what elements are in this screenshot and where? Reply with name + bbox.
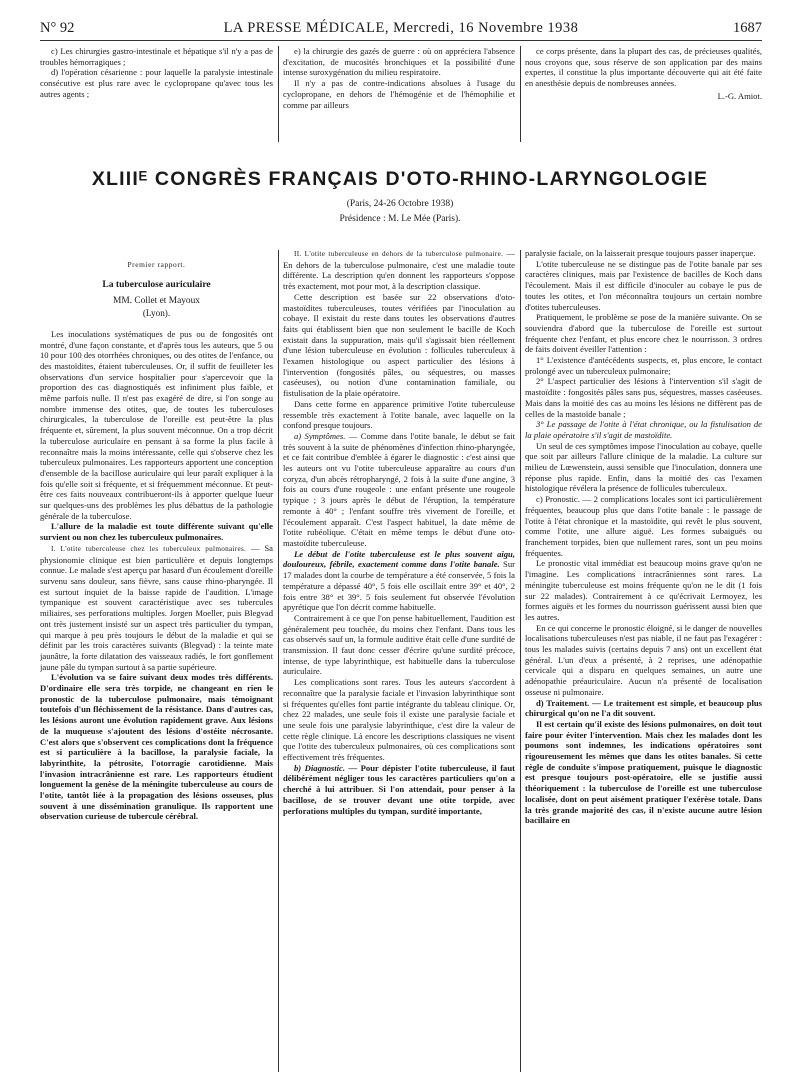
- congress-place-date: (Paris, 24-26 Octobre 1938): [346, 199, 454, 209]
- paragraph: 3° Le passage de l'otite à l'état chronique, ou la fistulisation de la plaie opératoire s'il s'agit de mastoïdite.: [525, 419, 762, 440]
- paragraph: ce corps présente, dans la plupart des cas, de précieuses qualités, nous croyons que, sous réserve de son application par des mains expertes, il constitue la plus importante découverte qui ait été faite en anesthésie depuis de nombreuses années.: [525, 46, 762, 89]
- signature: L.-G. Amiot.: [717, 90, 762, 101]
- paragraph: Le début de l'otite tuberculeuse est le plus souvent aigu, douloureux, fébrile, exactement comme dans l'otite banale. Sur 17 malades dont la courbe de température a été conservée, 5 fois la température a dépassé 40°, 5 fois elle oscillait entre 39° et 40°, 2 fois entre 38° et 39°. 5 fois seulement fut observée l'évolution apyrétique que l'on décrit comme habituelle.: [283, 548, 515, 613]
- section-heading: II. L'otite tuberculeuse en dehors de la tuberculose pulmonaire.: [294, 250, 504, 258]
- report-city: (Lyon).: [142, 308, 171, 319]
- paragraph: c) Pronostic. — 2 complications locales sont ici particulièrement fréquentes, beaucoup plus que dans l'otite banale : le passage de l'otite à l'état chronique et la mastoïdite, qui revêt le plus souvent, comme l'otite, une allure aiguë. Les formes subaiguës ou franchement torpides, bien que nullement rares, sont un peu moins fréquentes.: [525, 494, 762, 558]
- paragraph: 1° L'existence d'antécédents suspects, et, plus encore, le contact prolongé avec un tuberculeux pulmonaire;: [525, 355, 762, 376]
- report-authors: MM. Collet et Mayoux: [113, 296, 200, 307]
- paragraph: d) Traitement. — Le traitement est simple, et beaucoup plus chirurgical qu'on ne l'a dit souvent.: [525, 697, 762, 719]
- paragraph: I. L'otite tuberculeuse chez les tuberculeux pulmonaires. — Sa physionomie clinique est bien particulière et depuis longtemps connue. Le malade s'est aperçu par hasard d'un écoulement d'oreille survenu sans douleur, sans fièvre, sans cause rhino-pharyngée. Il est surtout inquiet de la baisse rapide de l'audition. L'image tympanique est souvent caractéristique avec ses tubercules miliaires, ses perforations multiples. Jorgen Moeller, puis Blegvad ont très justement insisté sur un aspect très particulier du tympan, qui marque à peu près toujours le début de la maladie et qui se définit par les trois caractères suivants (Blegvad) : la teinte mate jaunâtre, la forte dilatation des vaisseaux radiés, le fort gonflement jaune pâle du tympan surtout à sa partie supérieure.: [40, 542, 273, 672]
- page-number: 1687: [733, 20, 762, 36]
- paragraph: Un seul de ces symptômes impose l'inoculation au cobaye, quelle que soit par ailleurs l'allure clinique de la maladie. La culture sur milieu de Lœwenstein, aussi sensible que l'inoculation, donnera une réponse plus rapide. Enfin, dans la moitié des cas l'examen histologique révélera la présence de follicules tuberculeux.: [525, 440, 762, 494]
- subsection-heading: a) Symptômes.: [294, 430, 346, 441]
- issue-number: N° 92: [40, 20, 75, 36]
- column-rule: [520, 250, 521, 1072]
- column-rule: [520, 46, 521, 142]
- emphasis: Le début de l'otite tuberculeuse est le plus souvent aigu, douloureux, fébrile, exactement comme dans l'otite banale.: [283, 548, 515, 570]
- column-rule: [278, 46, 279, 142]
- paragraph: 2° L'aspect particulier des lésions à l'intervention s'il s'agit de mastoïdite : fongosités pâles sans pus, séquestres, masses caséeuses. Mais dans la moitié des cas au moins les lésions ne diffèrent pas de celles de la mastoïde banale ;: [525, 376, 762, 419]
- body-column-1: [40, 260, 273, 1072]
- body-column-3: [525, 248, 762, 1074]
- header-rule: [40, 40, 762, 41]
- subsection-heading: b) Diagnostic.: [294, 762, 346, 773]
- journal-title-date: LA PRESSE MÉDICALE, Mercredi, 16 Novembre 1938: [223, 20, 579, 36]
- paragraph: II. L'otite tuberculeuse en dehors de la tuberculose pulmonaire. — En dehors de la tuberculose pulmonaire, c'est une maladie toute différente. La description qu'en donnent les rapporteurs s'oppose très exactement, mot pour mot, à la description classique.: [283, 248, 515, 292]
- paragraph: Dans cette forme en apparence primitive l'otite tuberculeuse ressemble très exactement à l'otite banale, avec laquelle on la confond presque toujours.: [283, 398, 515, 431]
- paragraph: d) l'opération césarienne : pour laquelle la paralysie intestinale consécutive est plus rare avec le cyclopropane qu'avec tous les autres agents ;: [40, 67, 273, 99]
- paragraph: Les inoculations systématiques de pus ou de fongosités ont montré, d'une façon constante, et d'après tous les auteurs, que 5 ou 10 pour 100 des otorrhées chroniques, ou des otites de l'enfance, ou des mastoïdites, étaient tuberculeuses. Or, il suffit de feuilleter les observations d'un service hospitalier pour s'apercevoir que la proportion des cas diagnostiqués est infiniment plus faible, et même parfois nulle. Il n'est pas exagéré de dire, si l'on songe au nombre immense des otites, que, de toutes les tuberculoses chirurgicales, la tuberculose de l'oreille est peut-être la plus fréquente et, sûrement, la plus souvent méconnue. On a trop décrit la tuberculose auriculaire en pensant à sa forme la plus facile à reconnaître mais la moins intéressante, celle qui s'observe chez les tuberculeux pulmonaires. Les rapporteurs apportent une conception d'ensemble de la bacillose auriculaire qui leur paraît expliquer à la fois qu'elle soit si fréquente, et si fréquemment méconnue. Et peut-être ces faits nouveaux contribueront-ils à apporter quelque lueur sur quelques-uns des problèmes les plus débattus de la pathologie générale de la tuberculose.: [40, 328, 273, 521]
- paragraph: Il est certain qu'il existe des lésions pulmonaires, on doit tout faire pour éviter l'intervention. Mais chez les malades dont les poumons sont indemnes, les indications opératoires sont rigoureusement les mêmes que dans les otites banales. Si cette règle de conduite s'impose pratiquement, puisque le diagnostic est presque toujours post-opératoire, elle se justifie aussi théoriquement : la tuberculose de l'oreille est une tuberculose localisée, dont on peut aisément pratiquer l'exérèse totale. Dans la très grande majorité des cas, il n'existe aucune autre lésion bacillaire en: [525, 718, 762, 826]
- paragraph: Le pronostic vital immédiat est beaucoup moins grave qu'on ne l'imagine. Les complications intracrâniennes sont rares. La méningite tuberculeuse est moins fréquente qu'on ne le dit (1 fois sur 22 malades). Contrairement à ce qu'écrivait Lermoyez, les formes aiguës et les formes du nourrisson guérissent aussi bien que les autres.: [525, 558, 762, 622]
- paragraph: c) Les chirurgies gastro-intestinale et hépatique s'il n'y a pas de troubles hémorragiques ;: [40, 46, 273, 67]
- top-column-3: [525, 46, 762, 142]
- top-column-1: [40, 46, 273, 142]
- section-heading: I. L'otite tuberculeuse chez les tuberculeux pulmonaires.: [51, 544, 247, 553]
- congress-title: XLIIIᴱ CONGRÈS FRANÇAIS D'OTO-RHINO-LARYNGOLOGIE: [91, 168, 709, 190]
- paragraph: Les complications sont rares. Tous les auteurs s'accordent à reconnaître que la paralysie faciale et l'invasion labyrinthique sont si fréquentes qu'elles font partie intégrante du tableau clinique. Or, chez 22 malades, une seule fois il existe une paralysie faciale et une seule fois une paralysie labyrinthique, c'est dire la valeur de cette règle clinique. Là encore les descriptions classiques ne visent que l'otite des tuberculeux pulmonaires, où ces complications sont effectivement très fréquentes.: [283, 677, 515, 763]
- column-rule: [278, 250, 279, 1072]
- paragraph: L'otite tuberculeuse ne se distingue pas de l'otite banale par ses caractères cliniques, mais par l'existence de bacilles de Koch dans l'écoulement. Mais il est difficile d'inoculer au cobaye le pus de toutes les otites, et l'on méconnaîtra toujours un certain nombre d'otites tuberculeuses.: [525, 258, 762, 312]
- report-title: La tuberculose auriculaire: [102, 278, 211, 290]
- top-column-2: [283, 46, 515, 142]
- paragraph: Pratiquement, le problème se pose de la manière suivante. On se souviendra d'abord que la tuberculose de l'oreille est surtout fréquente chez l'enfant, et plus encore chez le nourrisson. 3 ordres de faits doivent éveiller l'attention :: [525, 312, 762, 355]
- paragraph: Il n'y a pas de contre-indications absolues à l'usage du cyclopropane, en dehors de l'hémogénie et de l'hémophilie et comme par ailleurs: [283, 78, 515, 110]
- paragraph: Cette description est basée sur 22 observations d'oto-mastoïdites tuberculeuses, toutes vérifiées par l'inoculation au cobaye. Il existait du reste dans toutes les observations d'autres faits qui établissent bien que non seulement le bacille de Koch existait dans la suppuration, mais qu'il s'agissait bien réellement d'une lésion tuberculeuse en évolution : follicules tuberculeux à l'examen histologique ou aspect particulier des lésions à l'intervention (fongosités pâles, ou séquestres, ou masses caséeuses), ou notion d'une contamination familiale, ou fistulisation de la plaie opératoire.: [283, 291, 515, 399]
- paragraph: a) Symptômes. — Comme dans l'otite banale, le début se fait très souvent à la suite de phénomènes d'infection rhino-pharyngée, et ce fait contribue d'emblée à égarer le diagnostic : c'est ainsi que les auteurs ont vu l'otite tuberculeuse apparaître au cours d'un coryza, d'un abcès rétropharyngé, 2 fois à la suite d'une angine, 3 fois au cours d'une rougeole : une enfant présente une rougeole typique ; 3 jours après le début de l'éruption, la température remonte à 40° ; l'enfant souffre très vivement de l'oreille, et l'écoulement apparaît. C'est l'aspect habituel, la date même de l'otite rubéolique. C'était en même temps le début d'une oto-mastoïdite tuberculeuse.: [283, 430, 515, 548]
- paragraph: b) Diagnostic. — Pour dépister l'otite tuberculeuse, il faut délibérément négliger tous les caractères particuliers qu'on a cherché à lui attribuer. Si l'on attendait, pour penser à la bacillose, de se trouver devant une otite torpide, avec perforations multiples du tympan, surdité importante,: [283, 762, 515, 816]
- report-label: Premier rapport.: [127, 260, 186, 269]
- paragraph: L'allure de la maladie est toute différente suivant qu'elle survient ou non chez les tuberculeux pulmonaires.: [40, 521, 273, 543]
- paragraph: paralysie faciale, on la laisserait presque toujours passer inaperçue.: [525, 248, 756, 258]
- running-head: [40, 20, 762, 40]
- paragraph: L'évolution va se faire suivant deux modes très différents. D'ordinaire elle sera très torpide, ne changeant en rien le pronostic de la tuberculose pulmonaire, mais témoignant toutefois d'un fléchissement de la résistance. Dans d'autres cas, les lésions auront une évolution rapidement grave. Aux lésions de la muqueuse s'ajoutent des lésions d'ostéite nécrosante. C'est alors que s'observent ces complications dont la fréquence est si particulière à la bacillose, la paralysie faciale, la labyrinthite, la pétrosite, l'otorragie carotidienne. Mais l'invasion intracrânienne est rare. Les rapporteurs étudient longuement la genèse de la méningite tuberculeuse au cours de l'otite, tantôt liée à la propagation des lésions osseuses, plus souvent à une dissémination granulique. Ils rapportent une observation curieuse de tubercule cérébral.: [40, 672, 273, 822]
- paragraph: En ce qui concerne le pronostic éloigné, si le danger de nouvelles localisations tuberculeuses n'est pas niable, il ne faut pas l'exagérer : tous les malades suivis (certains depuis 7 ans) ont un excellent état général. L'un d'eux a présenté, à 2 reprises, une adénopathie cervicale qui a disparu en quelques semaines, un autre une adénopathie préauriculaire. Aucun n'a présenté de localisation osseuse ni pulmonaire.: [525, 622, 762, 697]
- body-column-2: [283, 248, 515, 1074]
- paragraph: e) la chirurgie des gazés de guerre : où on appréciera l'absence d'excitation, de mucosités bronchiques et la possibilité d'une intense suroxygénation du milieu respiratoire.: [283, 46, 515, 78]
- paragraph: Contrairement à ce que l'on pense habituellement, l'audition est généralement peu touchée, du moins chez l'enfant. Dans tous les cas observés sauf un, la formule auditive était celle d'une surdité de transmission. Il faut donc cesser d'écrire qu'une surdité précoce, intense, de type labyrinthique, est habituelle dans la tuberculose auriculaire.: [283, 612, 515, 677]
- congress-presidency: Présidence : M. Le Mée (Paris).: [339, 214, 461, 224]
